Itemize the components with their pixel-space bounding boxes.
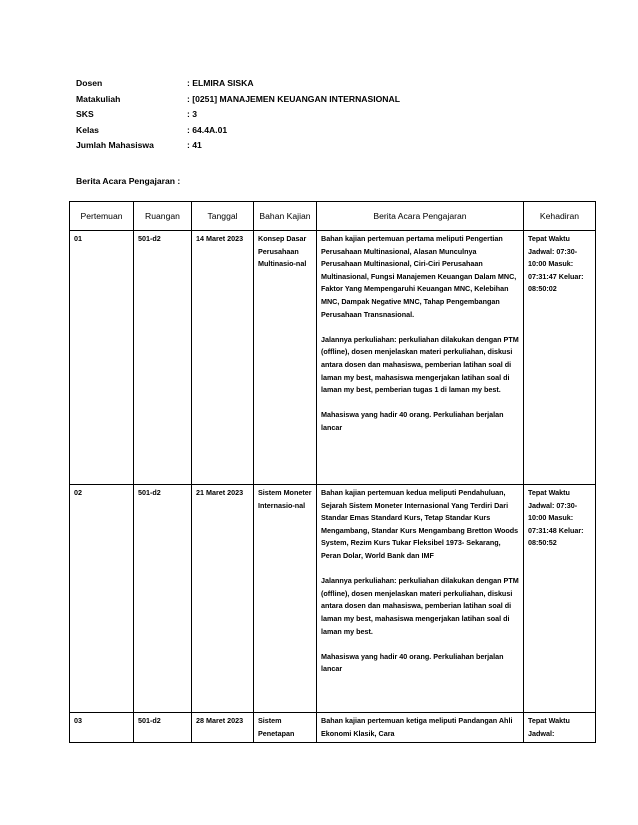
cell-ruangan: 501-d2: [134, 713, 192, 743]
header-pertemuan: Pertemuan: [70, 202, 134, 231]
berita-paragraph: Bahan kajian pertemuan kedua meliputi Pendahuluan, Sejarah Sistem Moneter Internasional Yang Terdiri Dari Standar Emas Standard Kurs, Tetap Standar Kurs Mengambang, Standar Kurs Mengambang Bretton Woods System, Rezim Kurs Tukar Fleksibel 1973- Sekarang, Peran Dolar, World Bank dan IMF: [321, 488, 519, 560]
table-header-row: [70, 202, 596, 231]
table-row: [70, 231, 596, 485]
cell-kehadiran: Tepat Waktu Jadwal: 07:30-10:00 Masuk: 07:31:48 Keluar: 08:50:52: [524, 485, 596, 713]
cell-tanggal: 21 Maret 2023: [192, 485, 254, 713]
header-berita-acara: Berita Acara Pengajaran: [317, 202, 524, 231]
cell-pertemuan: 03: [70, 713, 134, 743]
section-title: Berita Acara Pengajaran :: [76, 176, 181, 186]
info-value: : [0251] MANAJEMEN KEUANGAN INTERNASIONAL: [187, 93, 400, 104]
header-kehadiran: Kehadiran: [524, 202, 596, 231]
info-value: : 64.4A.01: [187, 124, 228, 135]
cell-tanggal: 14 Maret 2023: [192, 231, 254, 485]
cell-ruangan: 501-d2: [134, 485, 192, 713]
info-value: : ELMIRA SISKA: [187, 78, 254, 88]
info-value: : 3: [187, 109, 198, 119]
berita-paragraph: Bahan kajian pertemuan pertama meliputi Pengertian Perusahaan Multinasional, Alasan Munculnya Perusahaan Multinasional, Ciri-Ciri Perusahaan Multinasional, Fungsi Manajemen Keuangan Dalam MNC, Faktor Yang Mempengaruhi Keuangan MNC, Kelebihan MNC, Dampak Negative MNC, Tahap Pengembangan Perusahaan Transnasional.: [321, 234, 517, 319]
cell-berita-acara: [317, 231, 524, 485]
header-bahan-kajian: Bahan Kajian: [254, 202, 317, 231]
header-tanggal: Tanggal: [192, 202, 254, 231]
cell-bahan-kajian: Sistem Moneter Internasio-nal: [254, 485, 317, 713]
cell-ruangan: 501-d2: [134, 231, 192, 485]
info-label: Jumlah Mahasiswa: [76, 140, 154, 150]
cell-pertemuan: 02: [70, 485, 134, 713]
info-row-kelas: [76, 123, 400, 139]
info-row-dosen: [76, 76, 400, 92]
berita-acara-table: [69, 201, 596, 743]
table-row: [70, 713, 596, 743]
info-row-matakuliah: [76, 92, 400, 108]
berita-paragraph: Jalannya perkuliahan: perkuliahan dilakukan dengan PTM (offline), dosen menjelaskan materi perkuliahan, diskusi antara dosen dan mahasiswa, pemberian latihan soal di laman my best, mahasiswa mengerjakan latihan soal di laman my best.: [321, 576, 519, 636]
info-label: Matakuliah: [76, 93, 121, 104]
cell-tanggal: 28 Maret 2023: [192, 713, 254, 743]
info-value: : 41: [187, 140, 202, 150]
cell-bahan-kajian: Sistem Penetapan: [254, 713, 317, 743]
cell-berita-acara: [317, 485, 524, 713]
course-info: [76, 76, 400, 154]
info-row-sks: [76, 107, 400, 123]
info-row-jumlah-mahasiswa: [76, 138, 400, 154]
info-label: Dosen: [76, 78, 103, 88]
cell-kehadiran: Tepat Waktu Jadwal: 07:30-10:00 Masuk: 07:31:47 Keluar: 08:50:02: [524, 231, 596, 485]
berita-paragraph: Mahasiswa yang hadir 40 orang. Perkuliahan berjalan lancar: [321, 651, 504, 674]
cell-bahan-kajian: Konsep Dasar Perusahaan Multinasio-nal: [254, 231, 317, 485]
header-ruangan: Ruangan: [134, 202, 192, 231]
info-label: SKS: [76, 109, 94, 119]
cell-pertemuan: 01: [70, 231, 134, 485]
berita-paragraph: Jalannya perkuliahan: perkuliahan dilakukan dengan PTM (offline), dosen menjelaskan materi perkuliahan, diskusi antara dosen dan mahasiswa, pemberian latihan soal di laman my best, mahasiswa mengerjakan latihan soal di laman my best, pemberian tugas 1 di laman my best.: [321, 334, 519, 395]
cell-kehadiran: Tepat Waktu Jadwal:: [524, 713, 596, 743]
info-label: Kelas: [76, 124, 99, 135]
berita-paragraph: Mahasiswa yang hadir 40 orang. Perkuliahan berjalan lancar: [321, 410, 504, 432]
cell-berita-acara: Bahan kajian pertemuan ketiga meliputi Pandangan Ahli Ekonomi Klasik, Cara: [317, 713, 524, 743]
table-row: [70, 485, 596, 713]
